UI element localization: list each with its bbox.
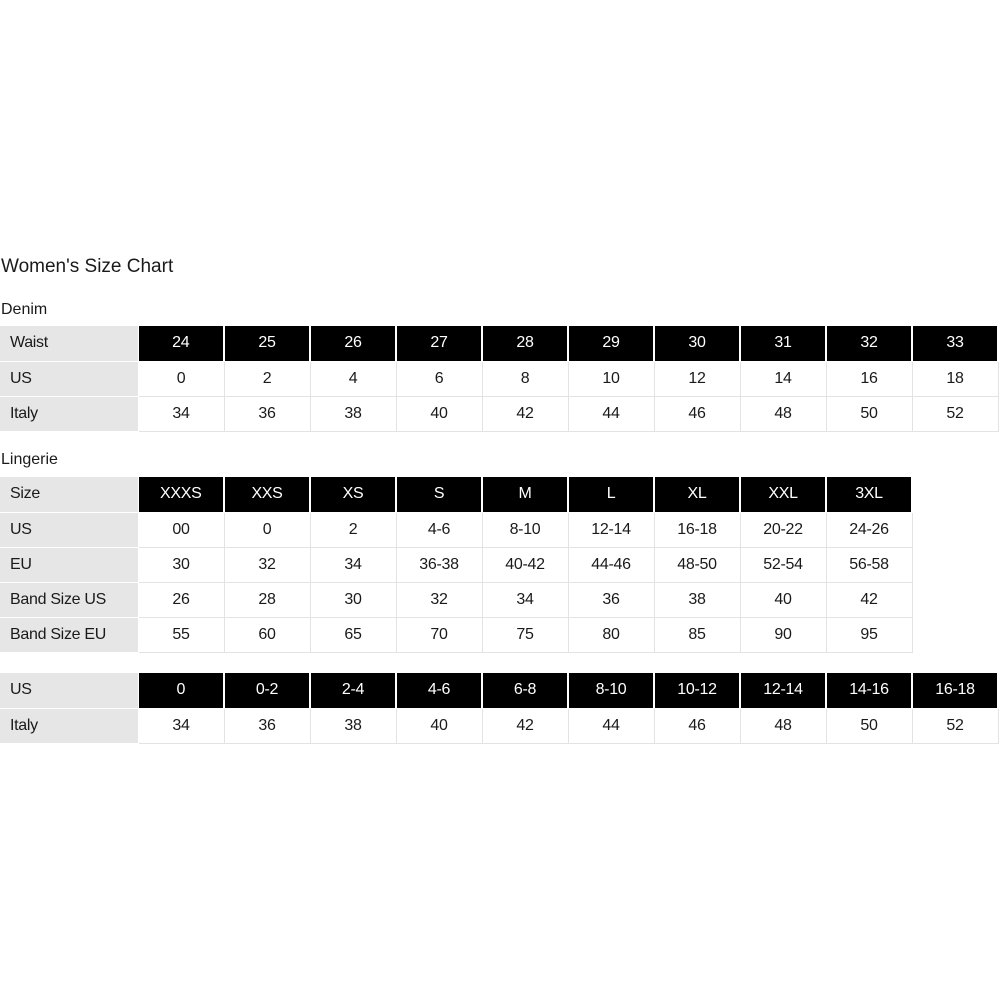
- table-cell: 70: [396, 617, 482, 652]
- header-cell: XXS: [224, 477, 310, 512]
- table-row: [0, 396, 998, 431]
- header-cell: 29: [568, 326, 654, 361]
- header-cell: 16-18: [912, 673, 998, 708]
- header-cell: 0: [138, 673, 224, 708]
- row-label: US: [0, 673, 138, 708]
- table-row: [0, 708, 998, 743]
- table-cell: 28: [224, 582, 310, 617]
- table-cell: 12-14: [568, 512, 654, 547]
- header-cell: 32: [826, 326, 912, 361]
- table-row: [0, 617, 912, 652]
- table-cell: 16: [826, 361, 912, 396]
- table-cell: 34: [310, 547, 396, 582]
- table-cell: 36: [224, 708, 310, 743]
- header-cell: 12-14: [740, 673, 826, 708]
- table-cell: 2: [224, 361, 310, 396]
- table-cell: 30: [138, 547, 224, 582]
- table-row: [0, 361, 998, 396]
- header-cell: 6-8: [482, 673, 568, 708]
- table-cell: 46: [654, 396, 740, 431]
- table-cell: 4: [310, 361, 396, 396]
- row-label: Italy: [0, 396, 138, 431]
- table-header-row: [0, 477, 912, 512]
- table-row: [0, 582, 912, 617]
- table-cell: 30: [310, 582, 396, 617]
- table-cell: 42: [826, 582, 912, 617]
- table-cell: 95: [826, 617, 912, 652]
- table-cell: 44-46: [568, 547, 654, 582]
- table-cell: 90: [740, 617, 826, 652]
- table-cell: 8-10: [482, 512, 568, 547]
- page-title: Women's Size Chart: [1, 256, 174, 277]
- header-cell: 26: [310, 326, 396, 361]
- table-cell: 48: [740, 708, 826, 743]
- table-cell: 24-26: [826, 512, 912, 547]
- header-cell: 28: [482, 326, 568, 361]
- table-cell: 36: [568, 582, 654, 617]
- table-cell: 42: [482, 708, 568, 743]
- header-cell: XXL: [740, 477, 826, 512]
- table-cell: 52: [912, 708, 998, 743]
- table-header-row: [0, 326, 998, 361]
- table-cell: 75: [482, 617, 568, 652]
- header-cell: M: [482, 477, 568, 512]
- table-cell: 52: [912, 396, 998, 431]
- header-cell: 30: [654, 326, 740, 361]
- table-cell: 26: [138, 582, 224, 617]
- table-cell: 10: [568, 361, 654, 396]
- table-cell: 6: [396, 361, 482, 396]
- table-cell: 40: [740, 582, 826, 617]
- table-header-row: [0, 673, 998, 708]
- header-cell: 8-10: [568, 673, 654, 708]
- table-cell: 38: [654, 582, 740, 617]
- denim-size-table: [0, 326, 999, 432]
- table-cell: 36: [224, 396, 310, 431]
- row-label: Size: [0, 477, 138, 512]
- table-cell: 50: [826, 396, 912, 431]
- table-cell: 40: [396, 396, 482, 431]
- table-cell: 60: [224, 617, 310, 652]
- row-label: US: [0, 361, 138, 396]
- header-cell: 27: [396, 326, 482, 361]
- table-cell: 38: [310, 396, 396, 431]
- table-cell: 34: [138, 708, 224, 743]
- table-cell: 14: [740, 361, 826, 396]
- header-cell: 31: [740, 326, 826, 361]
- table-cell: 50: [826, 708, 912, 743]
- row-label: EU: [0, 547, 138, 582]
- table-cell: 38: [310, 708, 396, 743]
- table-cell: 80: [568, 617, 654, 652]
- row-label: Waist: [0, 326, 138, 361]
- table-cell: 20-22: [740, 512, 826, 547]
- header-cell: 10-12: [654, 673, 740, 708]
- header-cell: XS: [310, 477, 396, 512]
- table-cell: 55: [138, 617, 224, 652]
- row-label: Band Size US: [0, 582, 138, 617]
- table-cell: 32: [224, 547, 310, 582]
- table-cell: 46: [654, 708, 740, 743]
- header-cell: 33: [912, 326, 998, 361]
- table-cell: 44: [568, 396, 654, 431]
- table-cell: 36-38: [396, 547, 482, 582]
- table-row: [0, 547, 912, 582]
- table-cell: 65: [310, 617, 396, 652]
- row-label: Band Size EU: [0, 617, 138, 652]
- header-cell: 4-6: [396, 673, 482, 708]
- table-cell: 40-42: [482, 547, 568, 582]
- table-cell: 44: [568, 708, 654, 743]
- header-cell: 3XL: [826, 477, 912, 512]
- header-cell: S: [396, 477, 482, 512]
- table-cell: 0: [224, 512, 310, 547]
- table-cell: 48: [740, 396, 826, 431]
- table-cell: 12: [654, 361, 740, 396]
- table-cell: 32: [396, 582, 482, 617]
- header-cell: 2-4: [310, 673, 396, 708]
- table-cell: 48-50: [654, 547, 740, 582]
- header-cell: XXXS: [138, 477, 224, 512]
- lingerie-section-title: Lingerie: [1, 451, 58, 468]
- table-cell: 40: [396, 708, 482, 743]
- table-cell: 00: [138, 512, 224, 547]
- table-cell: 8: [482, 361, 568, 396]
- table-cell: 56-58: [826, 547, 912, 582]
- table-cell: 42: [482, 396, 568, 431]
- denim-section-title: Denim: [1, 301, 48, 318]
- table-cell: 85: [654, 617, 740, 652]
- row-label: US: [0, 512, 138, 547]
- table-cell: 34: [138, 396, 224, 431]
- table-cell: 18: [912, 361, 998, 396]
- us-italy-conversion-table: [0, 673, 999, 744]
- row-label: Italy: [0, 708, 138, 743]
- table-cell: 2: [310, 512, 396, 547]
- table-cell: 4-6: [396, 512, 482, 547]
- table-cell: 52-54: [740, 547, 826, 582]
- header-cell: XL: [654, 477, 740, 512]
- table-cell: 34: [482, 582, 568, 617]
- header-cell: 25: [224, 326, 310, 361]
- table-row: [0, 512, 912, 547]
- table-cell: 0: [138, 361, 224, 396]
- header-cell: 24: [138, 326, 224, 361]
- header-cell: L: [568, 477, 654, 512]
- table-cell: 16-18: [654, 512, 740, 547]
- header-cell: 0-2: [224, 673, 310, 708]
- lingerie-size-table: [0, 477, 913, 653]
- header-cell: 14-16: [826, 673, 912, 708]
